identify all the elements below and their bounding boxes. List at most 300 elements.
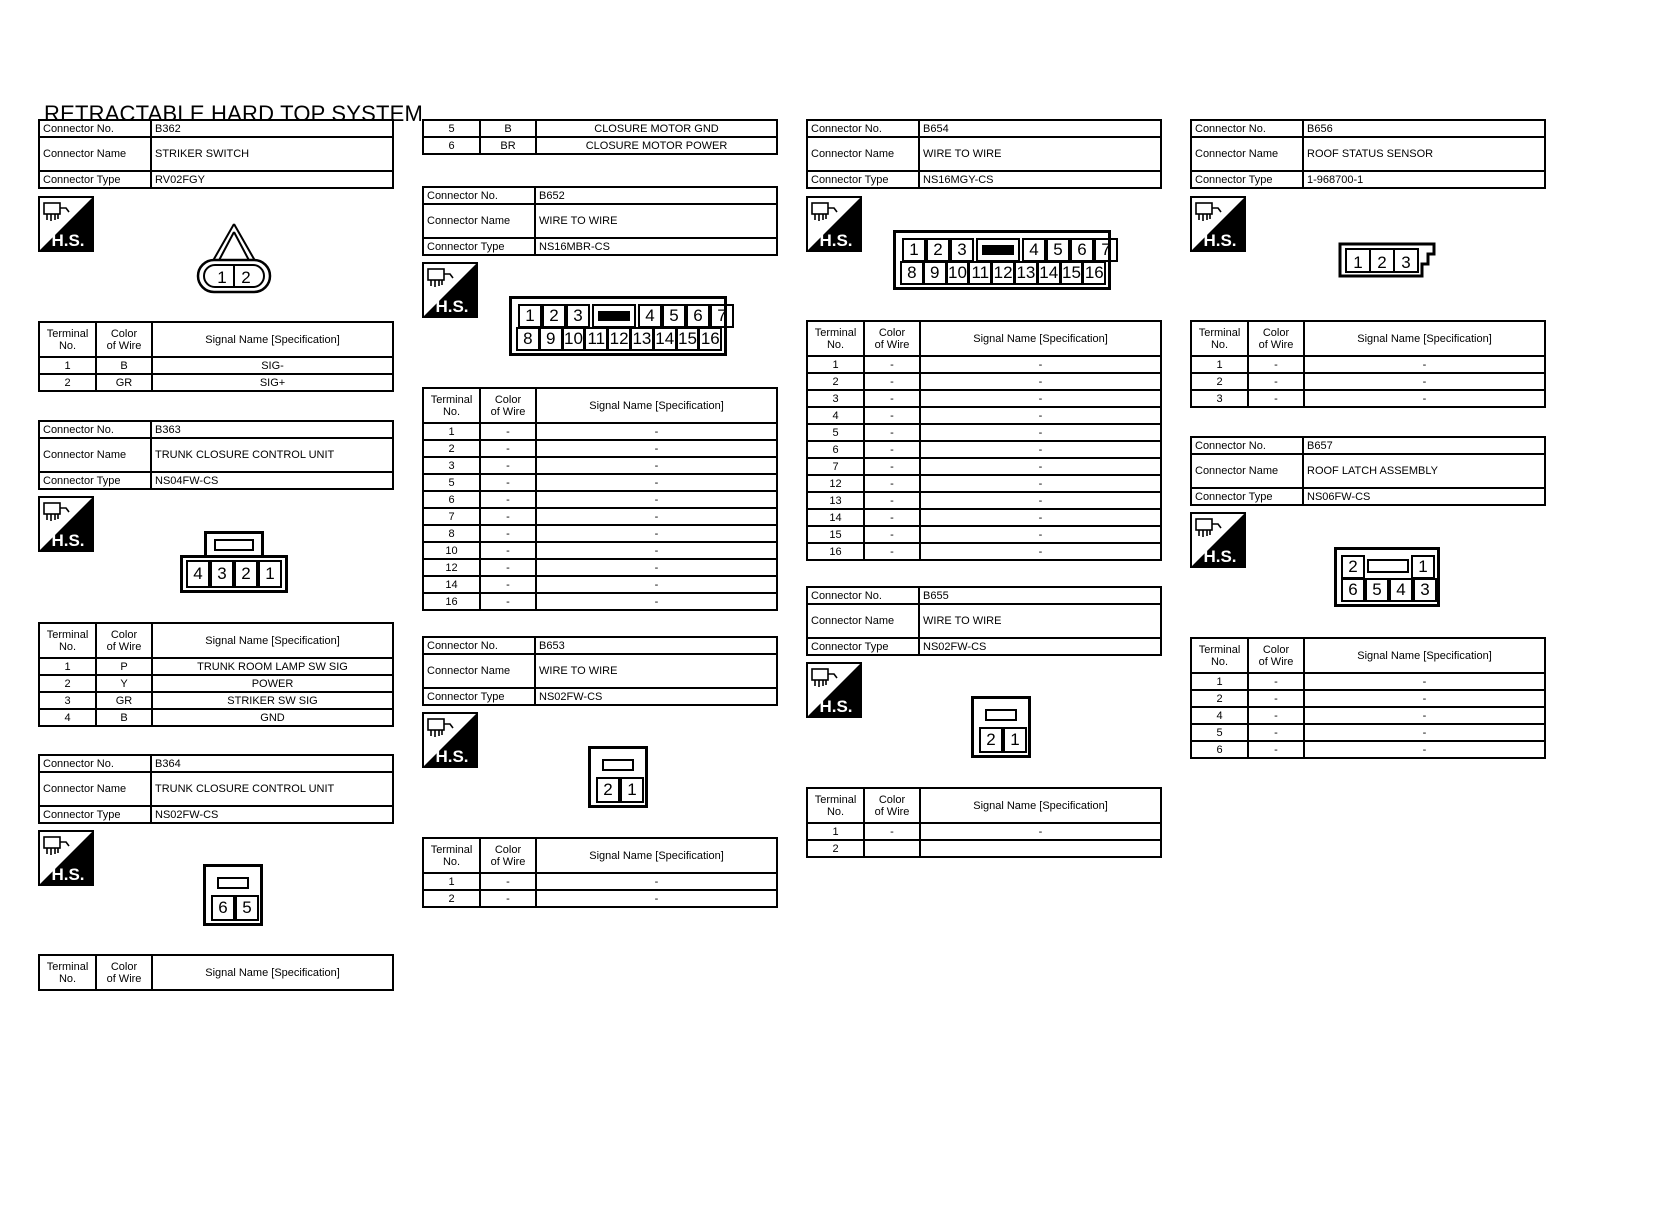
connector-latch	[602, 759, 634, 771]
table-row	[39, 692, 393, 709]
wire-color: -	[864, 526, 920, 543]
terminal-header-row	[39, 322, 393, 357]
table-row	[807, 509, 1161, 526]
terminal-no-header: Terminal No.	[423, 838, 480, 873]
signal-name: -	[1304, 373, 1545, 390]
pin-cell: 1	[1003, 727, 1027, 753]
connector-info-b364	[38, 754, 394, 824]
connector-number: B363	[151, 421, 393, 438]
wire-color: -	[480, 525, 536, 542]
connector-face-b364	[203, 864, 263, 926]
pin-cell: 3	[566, 304, 590, 328]
pin-cell: 3	[210, 560, 234, 588]
signal-name	[920, 840, 1161, 857]
connector-latch	[1367, 559, 1409, 573]
pin-cell: 1	[518, 304, 542, 328]
info-row	[1191, 171, 1545, 188]
table-row	[1191, 673, 1545, 690]
wire-color: -	[1248, 690, 1304, 707]
connector-info-table	[422, 636, 778, 706]
pin-cell: 4	[186, 560, 210, 588]
terminal-table-b364-continued	[422, 119, 778, 155]
table-row	[807, 840, 1161, 857]
connector-name: ROOF LATCH ASSEMBLY	[1303, 454, 1545, 488]
terminal-no: 15	[807, 526, 864, 543]
connector-face-b653	[588, 746, 648, 808]
info-label: Connector Type	[807, 171, 919, 188]
terminal-no: 2	[39, 374, 96, 391]
pin-cell: 2	[234, 560, 258, 588]
connector-name: WIRE TO WIRE	[535, 204, 777, 238]
color-of-wire-header: Color of Wire	[864, 321, 920, 356]
terminal-no: 2	[423, 890, 480, 907]
pin-cell: 9	[539, 327, 563, 351]
table-row	[423, 890, 777, 907]
table-row	[807, 526, 1161, 543]
signal-name-header: Signal Name [Specification]	[152, 955, 393, 990]
info-row	[807, 120, 1161, 137]
terminal-no: 2	[807, 373, 864, 390]
wire-color: -	[864, 441, 920, 458]
signal-name: -	[920, 543, 1161, 560]
harness-side-icon	[422, 712, 478, 768]
connector-face-b363	[180, 531, 288, 593]
signal-name: -	[1304, 741, 1545, 758]
connector-number: B652	[535, 187, 777, 204]
color-of-wire-header: Color of Wire	[96, 322, 152, 357]
connector-latch	[217, 877, 249, 889]
table-row	[807, 492, 1161, 509]
terminal-no-header: Terminal No.	[807, 321, 864, 356]
info-row	[423, 688, 777, 705]
signal-name: -	[920, 390, 1161, 407]
pin-cell: 5	[1046, 238, 1070, 262]
signal-name: -	[1304, 390, 1545, 407]
terminal-no: 12	[807, 475, 864, 492]
signal-name: -	[536, 542, 777, 559]
harness-side-icon	[38, 196, 94, 252]
wire-color: -	[480, 474, 536, 491]
pin-cell: 5	[235, 895, 259, 921]
wire-color: B	[480, 120, 536, 137]
pin-cell: 15	[1060, 261, 1084, 285]
connector-info-table	[806, 119, 1162, 189]
info-row	[807, 638, 1161, 655]
info-label: Connector Name	[1191, 454, 1303, 488]
pin-cell: 4	[638, 304, 662, 328]
terminal-no-header: Terminal No.	[807, 788, 864, 823]
info-label: Connector No.	[807, 120, 919, 137]
connector-number: B656	[1303, 120, 1545, 137]
table-row	[1191, 724, 1545, 741]
signal-name: -	[536, 491, 777, 508]
connector-latch	[214, 539, 254, 551]
connector-type: NS04FW-CS	[151, 472, 393, 489]
signal-name-header: Signal Name [Specification]	[536, 838, 777, 873]
terminal-no: 5	[423, 120, 480, 137]
info-label: Connector Name	[423, 654, 535, 688]
info-row	[1191, 454, 1545, 488]
wire-color: -	[864, 390, 920, 407]
table-row	[807, 390, 1161, 407]
info-label: Connector Type	[1191, 171, 1303, 188]
table-row	[1191, 390, 1545, 407]
table-row	[423, 593, 777, 610]
connector-info-b657	[1190, 436, 1546, 506]
connector-info-table	[38, 420, 394, 490]
pin-cell: 1	[620, 777, 644, 803]
signal-name-header: Signal Name [Specification]	[152, 623, 393, 658]
pin-cell: 4	[1389, 578, 1413, 602]
table-row	[807, 823, 1161, 840]
connector-face-b656	[1338, 240, 1438, 280]
terminal-no: 4	[807, 407, 864, 424]
terminal-no: 2	[1191, 373, 1248, 390]
signal-name: -	[920, 492, 1161, 509]
info-row	[39, 171, 393, 188]
info-label: Connector Name	[1191, 137, 1303, 171]
terminal-no: 13	[807, 492, 864, 509]
terminal-table-b656	[1190, 320, 1546, 408]
terminal-table	[38, 622, 394, 727]
pin-cell: 7	[1094, 238, 1118, 262]
wire-color: -	[864, 458, 920, 475]
pin-cell: 1	[258, 560, 282, 588]
terminal-header-row	[1191, 321, 1545, 356]
info-row	[423, 654, 777, 688]
terminal-table-b654	[806, 320, 1162, 561]
terminal-no: 6	[423, 491, 480, 508]
table-row	[423, 423, 777, 440]
signal-name-header: Signal Name [Specification]	[1304, 638, 1545, 673]
wire-color: -	[480, 873, 536, 890]
info-label: Connector No.	[1191, 437, 1303, 454]
signal-name: -	[1304, 707, 1545, 724]
pin-label: 2	[241, 268, 251, 287]
wire-color: -	[1248, 390, 1304, 407]
terminal-table	[1190, 320, 1546, 408]
table-row	[39, 357, 393, 374]
signal-name: -	[536, 593, 777, 610]
terminal-no: 3	[39, 692, 96, 709]
terminal-header-row	[807, 788, 1161, 823]
connector-name: WIRE TO WIRE	[919, 604, 1161, 638]
info-label: Connector No.	[39, 421, 151, 438]
info-label: Connector No.	[807, 587, 919, 604]
terminal-header-row	[423, 838, 777, 873]
signal-name: -	[536, 508, 777, 525]
info-label: Connector Type	[39, 472, 151, 489]
signal-name: -	[920, 475, 1161, 492]
terminal-no: 14	[807, 509, 864, 526]
info-row	[39, 755, 393, 772]
terminal-header-row	[39, 955, 393, 990]
color-of-wire-header: Color of Wire	[864, 788, 920, 823]
signal-name: -	[536, 559, 777, 576]
harness-side-icon	[1190, 512, 1246, 568]
terminal-table-b652	[422, 387, 778, 611]
pin-cell: 2	[596, 777, 620, 803]
table-row	[423, 474, 777, 491]
harness-side-icon	[38, 496, 94, 552]
connector-name: TRUNK CLOSURE CONTROL UNIT	[151, 772, 393, 806]
svg-text:H.S.: H.S.	[1203, 547, 1237, 566]
terminal-no-header: Terminal No.	[423, 388, 480, 423]
pin-cell: 7	[710, 304, 734, 328]
connector-info-b654	[806, 119, 1162, 189]
table-row	[807, 543, 1161, 560]
wire-color: -	[480, 440, 536, 457]
wire-color: GR	[96, 692, 152, 709]
connector-number: B654	[919, 120, 1161, 137]
pin-cell: 3	[950, 238, 974, 262]
terminal-no: 3	[807, 390, 864, 407]
table-row	[423, 873, 777, 890]
connector-info-table	[38, 754, 394, 824]
pin-cell: 12	[607, 327, 631, 351]
terminal-table-b655	[806, 787, 1162, 858]
wire-color: -	[864, 509, 920, 526]
wire-color: -	[1248, 724, 1304, 741]
pin-label: 3	[1401, 253, 1411, 272]
connector-number: B655	[919, 587, 1161, 604]
connector-info-table	[1190, 436, 1546, 506]
pin-cell: 11	[968, 261, 992, 285]
wire-color: -	[480, 457, 536, 474]
wire-color: B	[96, 357, 152, 374]
svg-text:H.S.: H.S.	[435, 297, 469, 316]
terminal-no: 1	[423, 873, 480, 890]
terminal-header-row	[807, 321, 1161, 356]
connector-face-b657	[1334, 547, 1440, 607]
info-label: Connector No.	[39, 755, 151, 772]
info-label: Connector Type	[423, 238, 535, 255]
table-row	[1191, 707, 1545, 724]
info-label: Connector Name	[39, 137, 151, 171]
table-row	[1191, 690, 1545, 707]
signal-name: SIG+	[152, 374, 393, 391]
terminal-table	[1190, 637, 1546, 759]
terminal-no: 1	[39, 658, 96, 675]
terminal-table	[806, 787, 1162, 858]
wire-color: -	[864, 407, 920, 424]
terminal-no-header: Terminal No.	[39, 955, 96, 990]
wire-color: -	[864, 475, 920, 492]
connector-info-b652	[422, 186, 778, 256]
terminal-no: 5	[423, 474, 480, 491]
terminal-no: 1	[423, 423, 480, 440]
signal-name: -	[536, 890, 777, 907]
connector-info-table	[806, 586, 1162, 656]
terminal-table	[422, 387, 778, 611]
signal-name: -	[920, 407, 1161, 424]
terminal-no: 8	[423, 525, 480, 542]
terminal-table-b653	[422, 837, 778, 908]
connector-name: ROOF STATUS SENSOR	[1303, 137, 1545, 171]
wire-color	[864, 840, 920, 857]
table-row	[39, 709, 393, 726]
table-row	[39, 374, 393, 391]
terminal-no: 1	[807, 356, 864, 373]
connector-info-b653	[422, 636, 778, 706]
pin-cell: 14	[653, 327, 677, 351]
pin-cell: 5	[1365, 578, 1389, 602]
table-row	[807, 424, 1161, 441]
color-of-wire-header: Color of Wire	[480, 388, 536, 423]
pin-cell: 2	[979, 727, 1003, 753]
signal-name: -	[536, 474, 777, 491]
terminal-table-b363	[38, 622, 394, 727]
connector-face-b362	[194, 222, 274, 294]
connector-number: B364	[151, 755, 393, 772]
info-label: Connector No.	[39, 120, 151, 137]
signal-name-header: Signal Name [Specification]	[920, 321, 1161, 356]
terminal-header-row	[1191, 638, 1545, 673]
connector-type: NS16MBR-CS	[535, 238, 777, 255]
pin-cell: 11	[584, 327, 608, 351]
terminal-table	[38, 321, 394, 392]
info-label: Connector Type	[423, 688, 535, 705]
signal-name: -	[536, 440, 777, 457]
connector-latch	[985, 709, 1017, 721]
terminal-no: 5	[1191, 724, 1248, 741]
svg-text:H.S.: H.S.	[1203, 231, 1237, 250]
table-row	[423, 491, 777, 508]
signal-name: TRUNK ROOM LAMP SW SIG	[152, 658, 393, 675]
pin-cell: 8	[900, 261, 924, 285]
signal-name: -	[920, 509, 1161, 526]
terminal-no: 4	[1191, 707, 1248, 724]
terminal-no: 2	[1191, 690, 1248, 707]
signal-name: SIG-	[152, 357, 393, 374]
table-row	[807, 407, 1161, 424]
terminal-no: 14	[423, 576, 480, 593]
signal-name-header: Signal Name [Specification]	[536, 388, 777, 423]
pin-cell: 5	[662, 304, 686, 328]
connector-type: NS02FW-CS	[535, 688, 777, 705]
svg-text:H.S.: H.S.	[51, 531, 85, 550]
terminal-no-header: Terminal No.	[39, 623, 96, 658]
table-row	[1191, 356, 1545, 373]
pin-cell: 10	[562, 327, 586, 351]
pin-cell: 4	[1022, 238, 1046, 262]
info-row	[39, 438, 393, 472]
table-row	[807, 356, 1161, 373]
connector-name: TRUNK CLOSURE CONTROL UNIT	[151, 438, 393, 472]
pin-cell: 13	[630, 327, 654, 351]
table-row	[423, 508, 777, 525]
wire-color: -	[480, 542, 536, 559]
pin-cell: 6	[1341, 578, 1365, 602]
connector-info-b362	[38, 119, 394, 189]
signal-name: POWER	[152, 675, 393, 692]
wire-color: -	[1248, 741, 1304, 758]
connector-type: RV02FGY	[151, 171, 393, 188]
info-row	[807, 604, 1161, 638]
connector-info-b655	[806, 586, 1162, 656]
connector-info-b363	[38, 420, 394, 490]
info-row	[39, 772, 393, 806]
wire-color: -	[864, 543, 920, 560]
connector-name: STRIKER SWITCH	[151, 137, 393, 171]
harness-side-icon	[422, 262, 478, 318]
info-row	[1191, 437, 1545, 454]
pin-cell: 1	[1411, 555, 1435, 579]
wire-color: -	[1248, 373, 1304, 390]
terminal-header-row	[39, 623, 393, 658]
wire-color: Y	[96, 675, 152, 692]
wire-color: -	[1248, 356, 1304, 373]
terminal-no: 12	[423, 559, 480, 576]
wire-color: -	[480, 491, 536, 508]
harness-side-icon	[1190, 196, 1246, 252]
info-label: Connector Name	[39, 772, 151, 806]
page-title: RETRACTABLE HARD TOP SYSTEM	[44, 101, 424, 126]
connector-type: NS02FW-CS	[919, 638, 1161, 655]
harness-side-icon	[806, 196, 862, 252]
svg-text:H.S.: H.S.	[435, 747, 469, 766]
connector-info-b656	[1190, 119, 1546, 189]
terminal-no: 1	[1191, 673, 1248, 690]
wire-color: B	[96, 709, 152, 726]
harness-side-icon	[806, 662, 862, 718]
terminal-no: 3	[1191, 390, 1248, 407]
pin-cell: 6	[686, 304, 710, 328]
info-label: Connector Name	[807, 137, 919, 171]
pin-label: 1	[1353, 253, 1363, 272]
wire-color: -	[864, 492, 920, 509]
color-of-wire-header: Color of Wire	[480, 838, 536, 873]
signal-name: -	[920, 823, 1161, 840]
terminal-no: 1	[39, 357, 96, 374]
color-of-wire-header: Color of Wire	[96, 623, 152, 658]
pin-cell: 14	[1037, 261, 1061, 285]
connector-type: 1-968700-1	[1303, 171, 1545, 188]
info-row	[39, 120, 393, 137]
terminal-no-header: Terminal No.	[1191, 638, 1248, 673]
terminal-no: 6	[807, 441, 864, 458]
signal-name: -	[536, 873, 777, 890]
connector-type: NS16MGY-CS	[919, 171, 1161, 188]
terminal-no-header: Terminal No.	[1191, 321, 1248, 356]
signal-name: CLOSURE MOTOR GND	[536, 120, 777, 137]
wire-color: GR	[96, 374, 152, 391]
info-row	[1191, 137, 1545, 171]
table-row	[423, 576, 777, 593]
pin-cell: 16	[1082, 261, 1106, 285]
info-label: Connector Name	[807, 604, 919, 638]
terminal-header-row	[423, 388, 777, 423]
table-row	[423, 525, 777, 542]
color-of-wire-header: Color of Wire	[1248, 638, 1304, 673]
connector-name: WIRE TO WIRE	[919, 137, 1161, 171]
svg-text:H.S.: H.S.	[51, 231, 85, 250]
connector-face-b655	[971, 696, 1031, 758]
terminal-no: 10	[423, 542, 480, 559]
signal-name-header: Signal Name [Specification]	[920, 788, 1161, 823]
pin-cell: 2	[1341, 555, 1365, 579]
terminal-table	[38, 954, 394, 991]
info-label: Connector No.	[423, 637, 535, 654]
info-row	[423, 637, 777, 654]
pin-cell: 3	[1413, 578, 1437, 602]
pin-label: 1	[217, 268, 227, 287]
pin-cell: 9	[923, 261, 947, 285]
signal-name: -	[1304, 356, 1545, 373]
connector-number: B653	[535, 637, 777, 654]
svg-text:H.S.: H.S.	[819, 697, 853, 716]
wire-color: -	[480, 576, 536, 593]
